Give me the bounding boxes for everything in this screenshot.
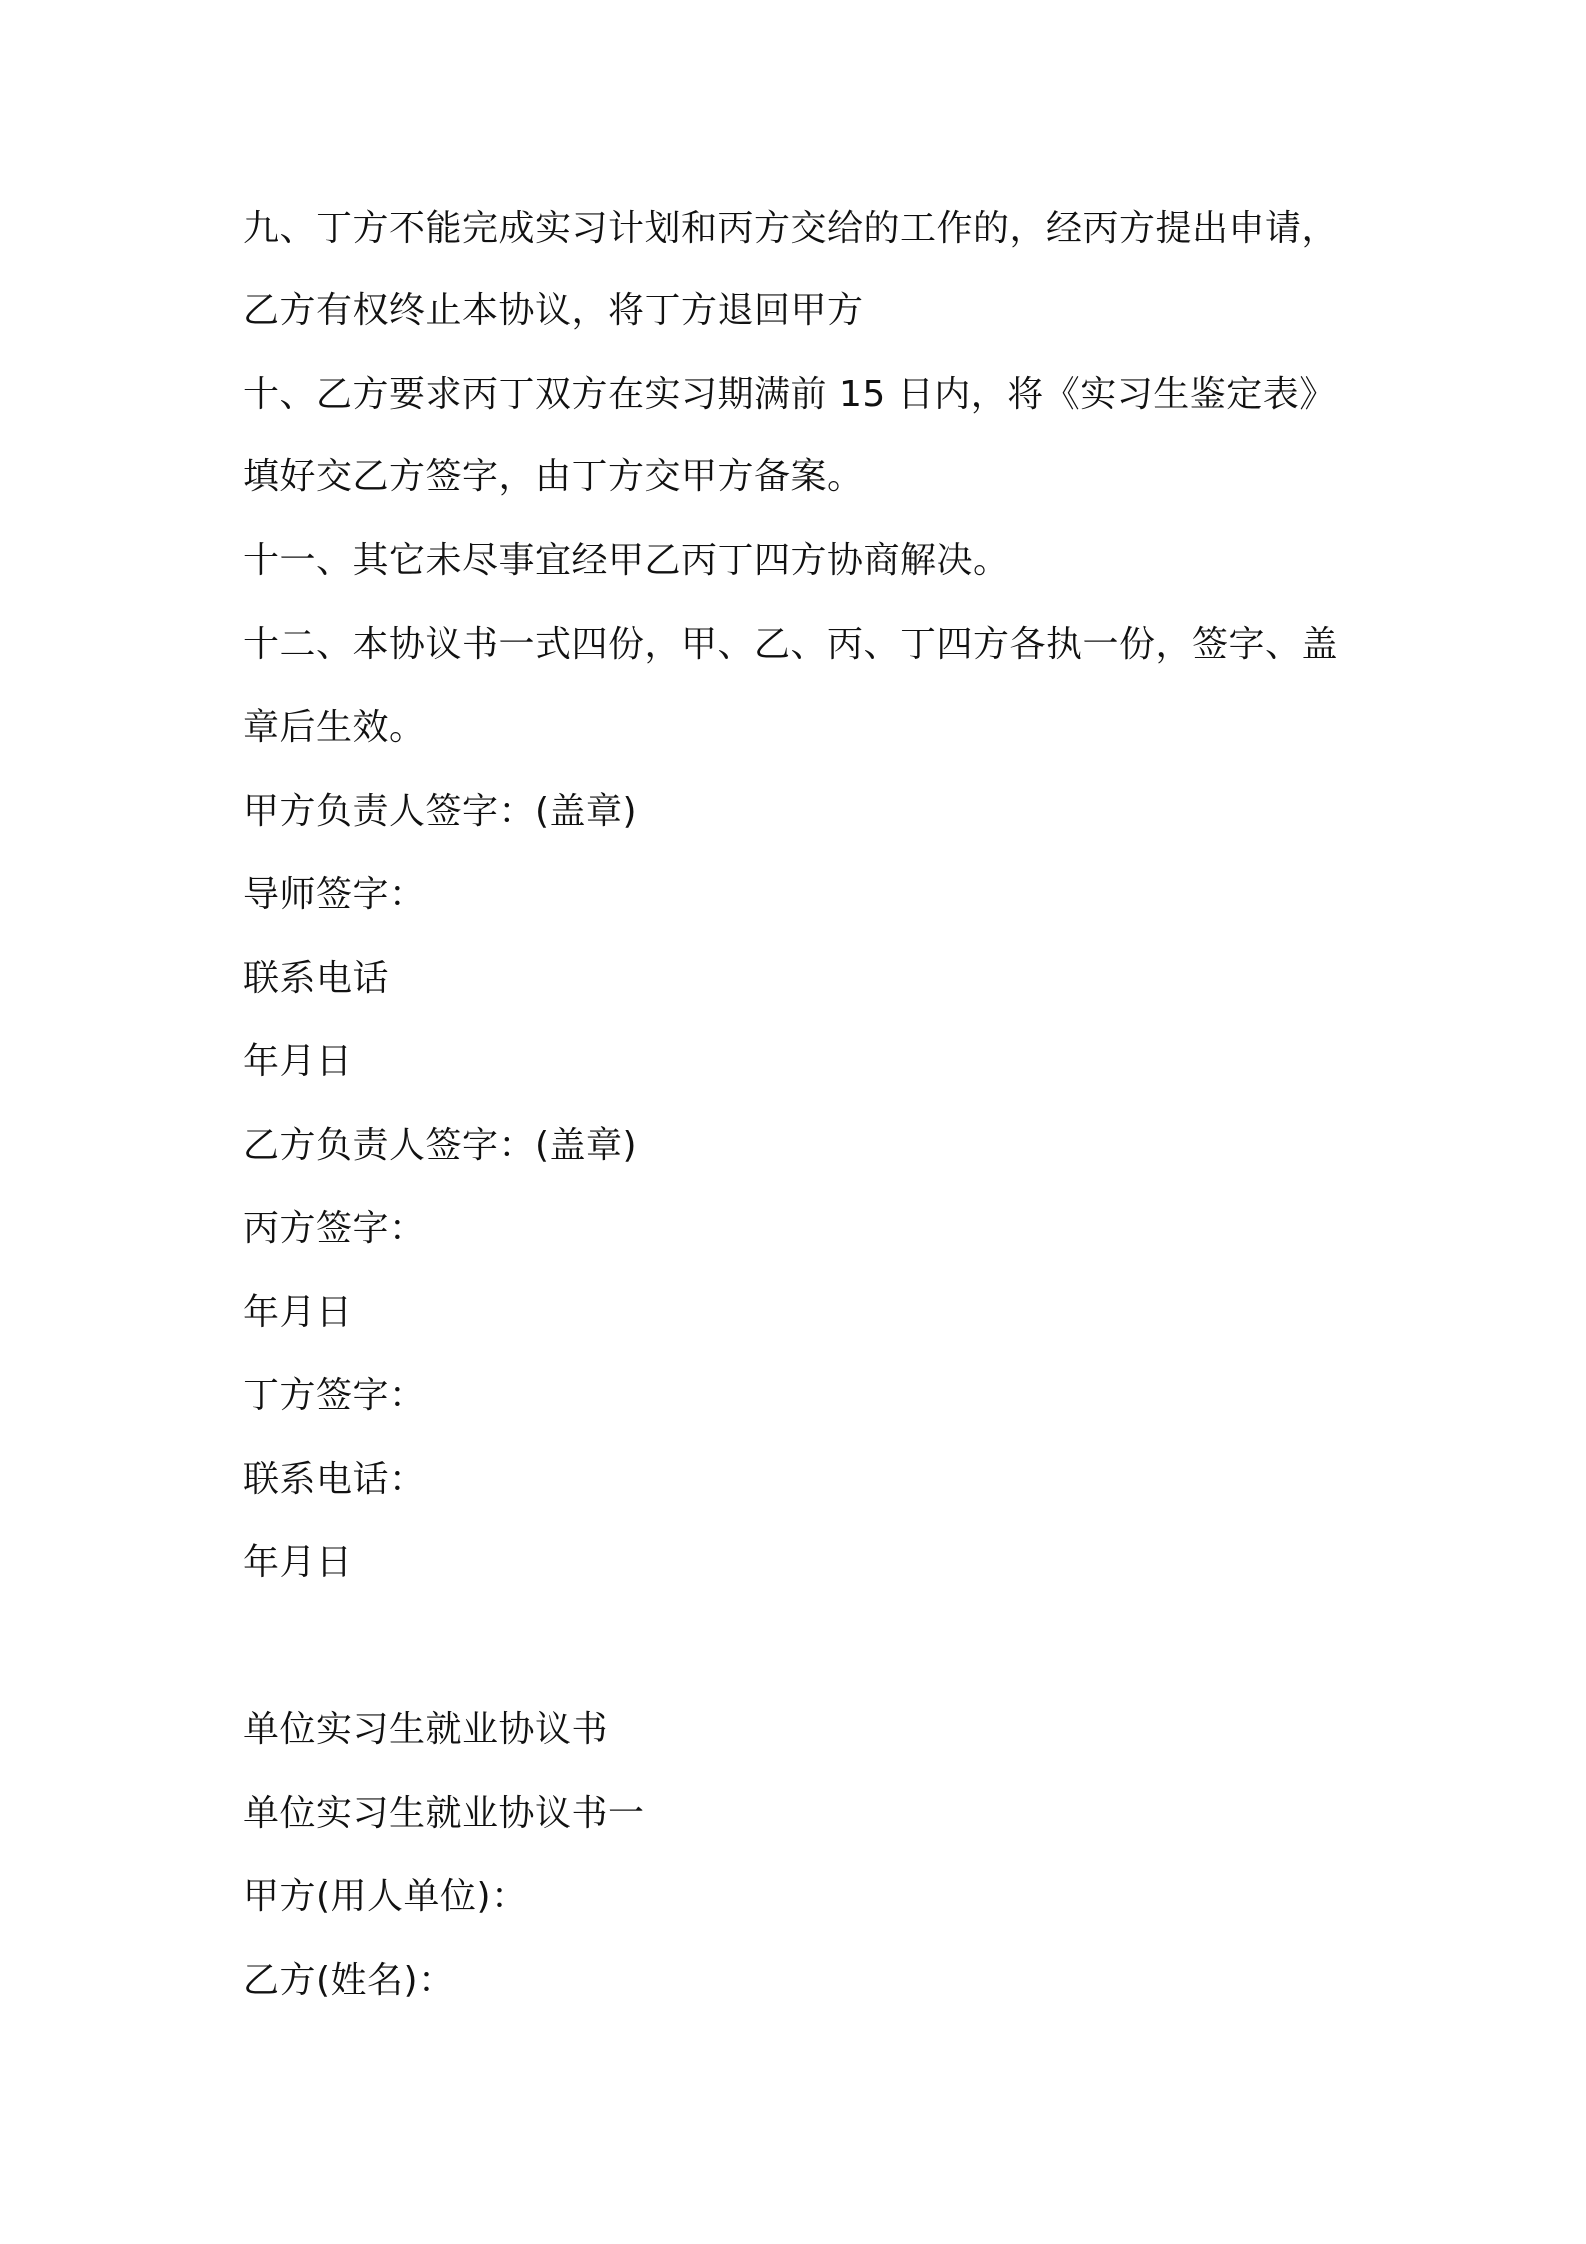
party-b-name: 乙方(姓名)：: [243, 1960, 455, 2001]
party-c-signature: 丙方签字：: [243, 1208, 426, 1249]
party-a-signature: 甲方负责人签字：(盖章): [243, 791, 638, 832]
date-line-2: 年月日: [243, 1292, 353, 1333]
clause-10-line-1: 十、乙方要求丙丁双方在实习期满前 15 日内，将《实习生鉴定表》: [243, 374, 1336, 415]
contact-phone-1: 联系电话: [243, 958, 390, 999]
clause-10-line-2: 填好交乙方签字，由丁方交甲方备案。: [243, 456, 864, 497]
mentor-signature: 导师签字：: [243, 874, 426, 915]
date-line-1: 年月日: [243, 1041, 353, 1082]
clause-9-line-1: 九、丁方不能完成实习计划和丙方交给的工作的，经丙方提出申请，: [243, 208, 1339, 249]
date-line-3: 年月日: [243, 1542, 353, 1583]
party-a-employer: 甲方(用人单位)：: [243, 1876, 528, 1917]
section-subtitle: 单位实习生就业协议书一: [243, 1793, 645, 1834]
clause-9-line-2: 乙方有权终止本协议，将丁方退回甲方: [243, 290, 864, 331]
section-title: 单位实习生就业协议书: [243, 1709, 609, 1750]
clause-12-line-2: 章后生效。: [243, 707, 426, 748]
contact-phone-2: 联系电话：: [243, 1459, 426, 1500]
clause-12-line-1: 十二、本协议书一式四份，甲、乙、丙、丁四方各执一份，签字、盖: [243, 624, 1339, 665]
party-d-signature: 丁方签字：: [243, 1375, 426, 1416]
clause-11: 十一、其它未尽事宜经甲乙丙丁四方协商解决。: [243, 540, 1010, 581]
party-b-signature: 乙方负责人签字：(盖章): [243, 1125, 638, 1166]
